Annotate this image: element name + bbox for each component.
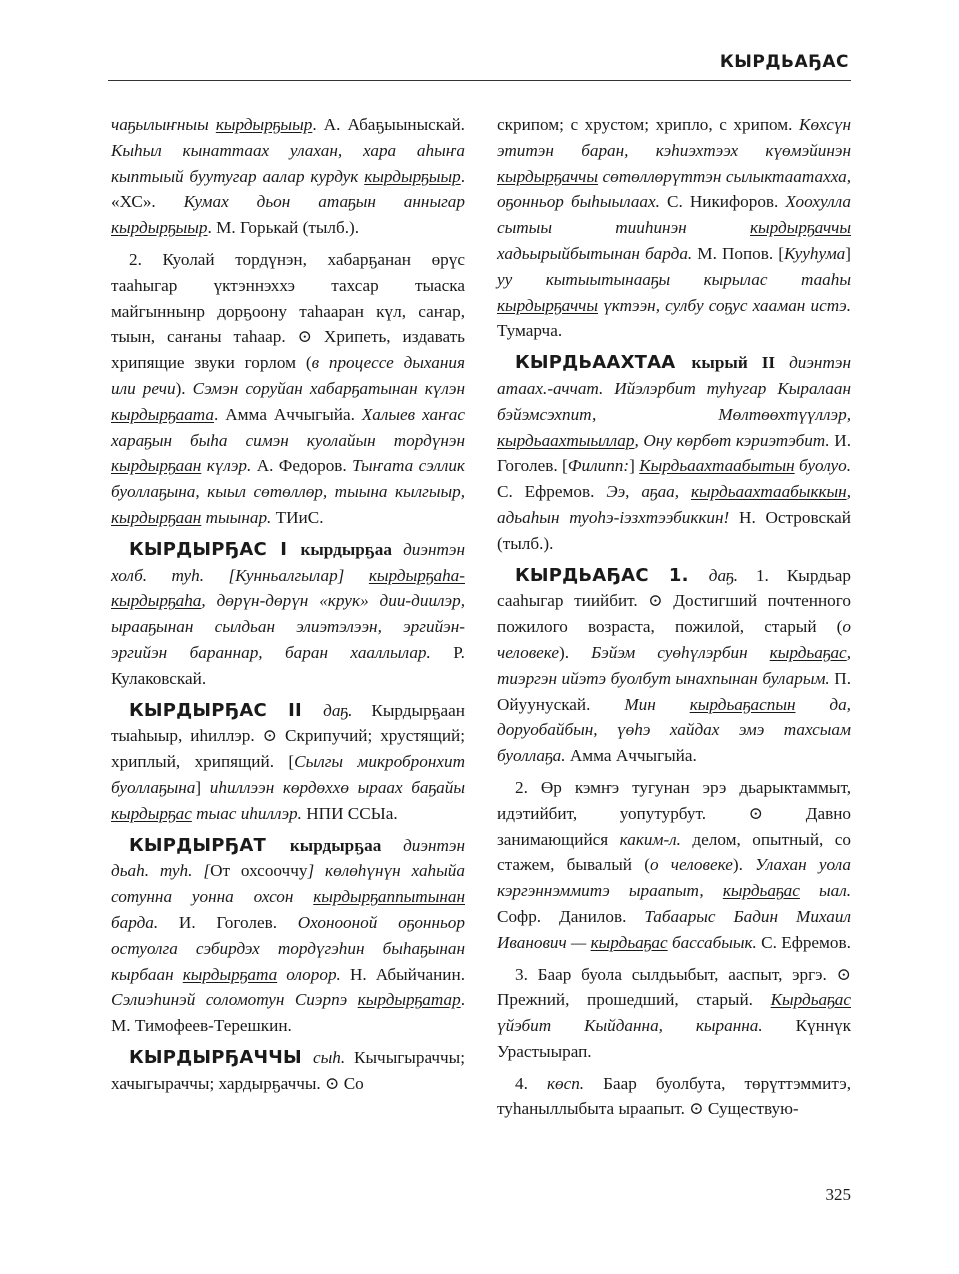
italic-text: үктээн, сулбу соҕус хааман истэ. (598, 295, 851, 315)
root-word: кырый II (691, 353, 790, 373)
example-keyword: кырдьаахтыыллар (497, 430, 635, 450)
italic-text: , тиэргэн ийэтэ буолбут ынахпынан буларым. (497, 642, 851, 688)
example-keyword: кырдырҕаччы (497, 295, 599, 315)
italic-text: Табаарыс Бадин Михаил Иванович — (497, 906, 851, 952)
italic-text: Тыҥата сэллик буоллаҕына, кыыл сөтөллөр, тыына кылгыыр, (111, 456, 465, 502)
text-run: ). (559, 642, 592, 662)
text-run: . «ХС». (111, 166, 465, 212)
example-keyword: кырдырҕаччы (497, 166, 599, 186)
entry-paragraph (497, 962, 851, 1065)
text-run: скрипом; с хрустом; хрипло, с хрипом. (497, 115, 800, 134)
text-run: Кычыгыраччы; хачыгыраччы; хардырҕаччы. ⊙ Со (111, 1047, 465, 1093)
italic-text: Сэлиэһинэй соломотун Сиэрпэ (111, 990, 358, 1010)
text-run: ТИиС. (271, 507, 324, 527)
entry-paragraph (111, 698, 465, 827)
italic-text: иһиллээн көрдөххө ыраах баҕайы (209, 777, 465, 797)
example-keyword: кырдьаҕас (722, 881, 800, 901)
text-run: ). (732, 855, 756, 875)
text-run: Н. Островскай (тылб.). (497, 507, 851, 553)
example-keyword: кырдырҕыыр (215, 115, 313, 134)
italic-text: Сылгы микробронхит буоллаҕына (111, 752, 465, 797)
italic-text: Филипп: (567, 456, 630, 476)
text-run: Н. Абыйчанин. (340, 964, 465, 984)
text-run: . М. Горькай (тылб.). (207, 218, 360, 238)
example-keyword: кырдырҕаан (111, 456, 202, 476)
italic-text: Халыев хаҥас хараҕын быһа симэн куолайын тордүнэн (111, 404, 465, 450)
right-column (497, 112, 851, 1128)
headword: КЫРДЫРҔАС II (129, 699, 324, 721)
italic-text: Ээ, аҕаа, (606, 482, 691, 502)
italic-text: тыас иһиллэр. (191, 803, 302, 823)
italic-text: ] көлөһүнүн хаһыйа сотунна уонна охсон (111, 861, 465, 907)
italic-text: Бэйэм суөһүлэрбин (591, 642, 770, 662)
running-header-title: КЫРДЬАҔАС (719, 52, 849, 72)
text-run: Баар буолбута, төрүттэммитэ, туһаныллыбыта ыраапыт. ⊙ Существую- (497, 1073, 851, 1119)
example-keyword: кырдырҕаата (111, 404, 215, 424)
italic-text: диэнтэн дьаһ. туһ. [ (111, 835, 465, 881)
text-run: . Амма Аччыгыйа. (214, 404, 362, 424)
italic-text: о человеке (649, 855, 733, 875)
italic-text: , дөрүн-дөрүн «круκ» дии-диилэр, ырааҕынан сылдьан элиэтэлээн, эргийэн-эргийэн бараннар, баран хааллылар. (111, 591, 465, 662)
example-keyword: Кырдьаахтаабытын (639, 456, 795, 476)
italic-text: буолуо. (794, 456, 851, 476)
text-run: 2. Куолай тордүнэн, хабарҕанан өрүс тааһыгар үктэннэххэ тахсар тыаска майгыннынр дорҕоону таһааран күл, саҥар, тыын, саҥаны таһаар. ⊙ Хрипеть, издавать хрипящие звуки горлом ( (111, 249, 465, 373)
text-run: Тумарча. (497, 321, 563, 341)
text-run: Р. Кулаковскай. (111, 642, 465, 688)
headword: КЫРДЬАҔАС 1. (515, 564, 709, 586)
entry-continuation (497, 112, 851, 344)
text-run: Софр. Данилов. (497, 906, 645, 926)
text-run: ] (195, 777, 210, 797)
italic-text: чаҕылыҥныы (111, 115, 216, 134)
text-run: Кырдырҕаан тыаһыыр, иһиллэр. ⊙ Скрипучий; хрустящий; хриплый, хрипящий. [ (111, 700, 465, 772)
italic-text: көсп. (546, 1073, 585, 1093)
text-run: . А. Абаҕыыныскай. (312, 115, 465, 134)
text-run: Күннүк Урастыырап. (497, 1016, 851, 1061)
italic-text: , Ону көрбөт кэриэтэбит. (634, 430, 830, 450)
italic-text: Сэмэн соруйан хабарҕатынан күлэн (192, 378, 465, 398)
headword: КЫРДЫРҔАТ (129, 834, 290, 856)
text-run: М. Попов. [ (692, 243, 784, 263)
example-keyword: кырдырҕас (111, 803, 192, 823)
text-run: 4. (515, 1073, 547, 1093)
entry-continuation (111, 112, 465, 241)
example-keyword: кырдырҕаан (111, 507, 202, 527)
entry-paragraph (497, 775, 851, 956)
running-header (108, 50, 851, 81)
italic-text: Көхсүн этитэн баран, кэһиэхтээх күөмэйинэн (497, 115, 851, 160)
italic-text: Охонооной оҕонньор остуолга сэбирдэх тордүгэһин быһаҕынан кырбаан (111, 912, 465, 984)
headword: КЫРДЫРҔАС I (129, 538, 301, 560)
entry-paragraph (497, 1071, 851, 1123)
text-run: И. Гоголев. [ (497, 430, 851, 476)
example-keyword: кырдырҕыыр (364, 166, 461, 186)
example-keyword: кырдырҕыыр (111, 218, 208, 238)
entry-paragraph (111, 537, 465, 692)
root-word: кырдырҕаа (300, 539, 404, 559)
italic-text: уу кытыытынааҕы кырылас тааһы (497, 269, 851, 289)
italic-text: каким-л. (619, 829, 681, 849)
italic-text: сыһ. (312, 1047, 346, 1067)
italic-text: Мин (624, 694, 690, 714)
example-keyword: кырдырҕаппытынан (313, 887, 465, 907)
text-run: делом, опытный, со стажем, бывалый ( (497, 829, 851, 875)
italic-text: сөтөллөрүттэн сылыктаатахха, оҕонньор быһыылаах. (497, 166, 851, 212)
text-run: 1. Кырдьар сааһыгар тиийбит. ⊙ Достигший почтенного пожилого возраста, пожилой, старый ( (497, 565, 852, 637)
entry-paragraph (497, 350, 851, 556)
example-keyword: кырдьаахтаабыккын (690, 482, 847, 502)
text-run: И. Гоголев. (158, 912, 298, 932)
example-keyword: кырдырҕата (182, 964, 278, 984)
text-run: С. Ефремов. (756, 932, 851, 952)
example-keyword: Кырдьаҕас (770, 990, 851, 1010)
text-run: ] (845, 243, 852, 263)
text-run: ] (629, 456, 640, 476)
italic-text: Кууһума (783, 243, 846, 263)
example-keyword: кырдырҕаччы (749, 218, 851, 238)
example-keyword: кырдьаҕас (769, 642, 847, 662)
entry-paragraph (497, 563, 851, 769)
italic-text: даҕ. (323, 700, 353, 720)
example-keyword: кырдырҕатар (357, 990, 461, 1010)
italic-text: о человеке (497, 617, 851, 662)
entry-paragraph (111, 247, 465, 531)
headword: КЫРДЫРҔАЧЧЫ (129, 1046, 313, 1068)
text-run: Амма Аччыгыйа. (565, 746, 697, 766)
entry-paragraph (111, 833, 465, 1039)
italic-text: Кумах дьон атаҕын анныгар (183, 192, 465, 212)
text-run: 3. Баар буола сылдьыбыт, ааспыт, эргэ. ⊙ Прежний, прошедший, старый. (497, 964, 851, 1010)
italic-text: даҕ. (708, 565, 738, 585)
example-keyword: кырдьаҕас (590, 932, 668, 952)
italic-text: олорор. (277, 964, 341, 984)
italic-text: да, доруобайбын, үөһэ хайдах эмэ тахсыам буоллаҕа. (497, 694, 851, 766)
root-word: кырдырҕаа (289, 835, 404, 855)
italic-text: Улахан уола кэргэннэммитэ ыраапыт, (497, 855, 852, 901)
text-run: 2. Өр кэмҥэ тугунан эрэ дьарыктаммыт, идэтийбит, уопутурбут. ⊙ Давно занимающийся (497, 777, 851, 849)
italic-text: ыал. (799, 881, 851, 901)
italic-text: Хоохулла сытыы тииһинэн (497, 192, 851, 238)
italic-text: в процессе дыхания или речи (111, 353, 466, 398)
headword: КЫРДЬААХТАА (515, 352, 692, 374)
text-run: От охсооччу (210, 861, 308, 881)
example-keyword: кырдьаҕаспын (689, 694, 796, 714)
italic-text: хадьырыйбытынан барда. (497, 243, 693, 263)
text-run: С. Ефремов. (497, 482, 607, 502)
page-number: 325 (825, 1185, 851, 1204)
italic-text: , адьаһын туоһэ-іэзхтээбиккин! (497, 482, 851, 527)
text-run: ). (175, 378, 193, 398)
italic-text: бассабыык. (667, 932, 757, 952)
italic-text: күлэр. (201, 456, 252, 476)
italic-text: Кыһыл кынаттаах улахан, хара аһыҥа кыптыый буутугар аалар курдук (111, 140, 465, 186)
italic-text: үйэбит Кыйданна, кыранна. (497, 1016, 763, 1036)
italic-text: диэнтэн холб. туһ. [Кунньалгылар] (111, 539, 465, 585)
text-run: С. Никифоров. (659, 192, 786, 212)
text-run: А. Федоров. (251, 456, 353, 476)
text-run: НПИ ССЫа. (301, 803, 398, 823)
italic-text: диэнтэн атаах.-аччат. Ийэлэрбит туһугар Кыралаан бэйэмсэхпит, Мөлтөөхтүүллэр, (497, 353, 851, 424)
text-run: П. Ойуунускай. (497, 668, 851, 714)
text-run: . М. Тимофеев-Терешкин. (111, 990, 465, 1036)
example-keyword: кырдырҕаһа-кырдырҕаһа (111, 565, 465, 611)
italic-text: барда. (111, 912, 159, 932)
left-column (111, 112, 465, 1102)
italic-text: тыынар. (201, 507, 272, 527)
entry-paragraph (111, 1045, 465, 1097)
